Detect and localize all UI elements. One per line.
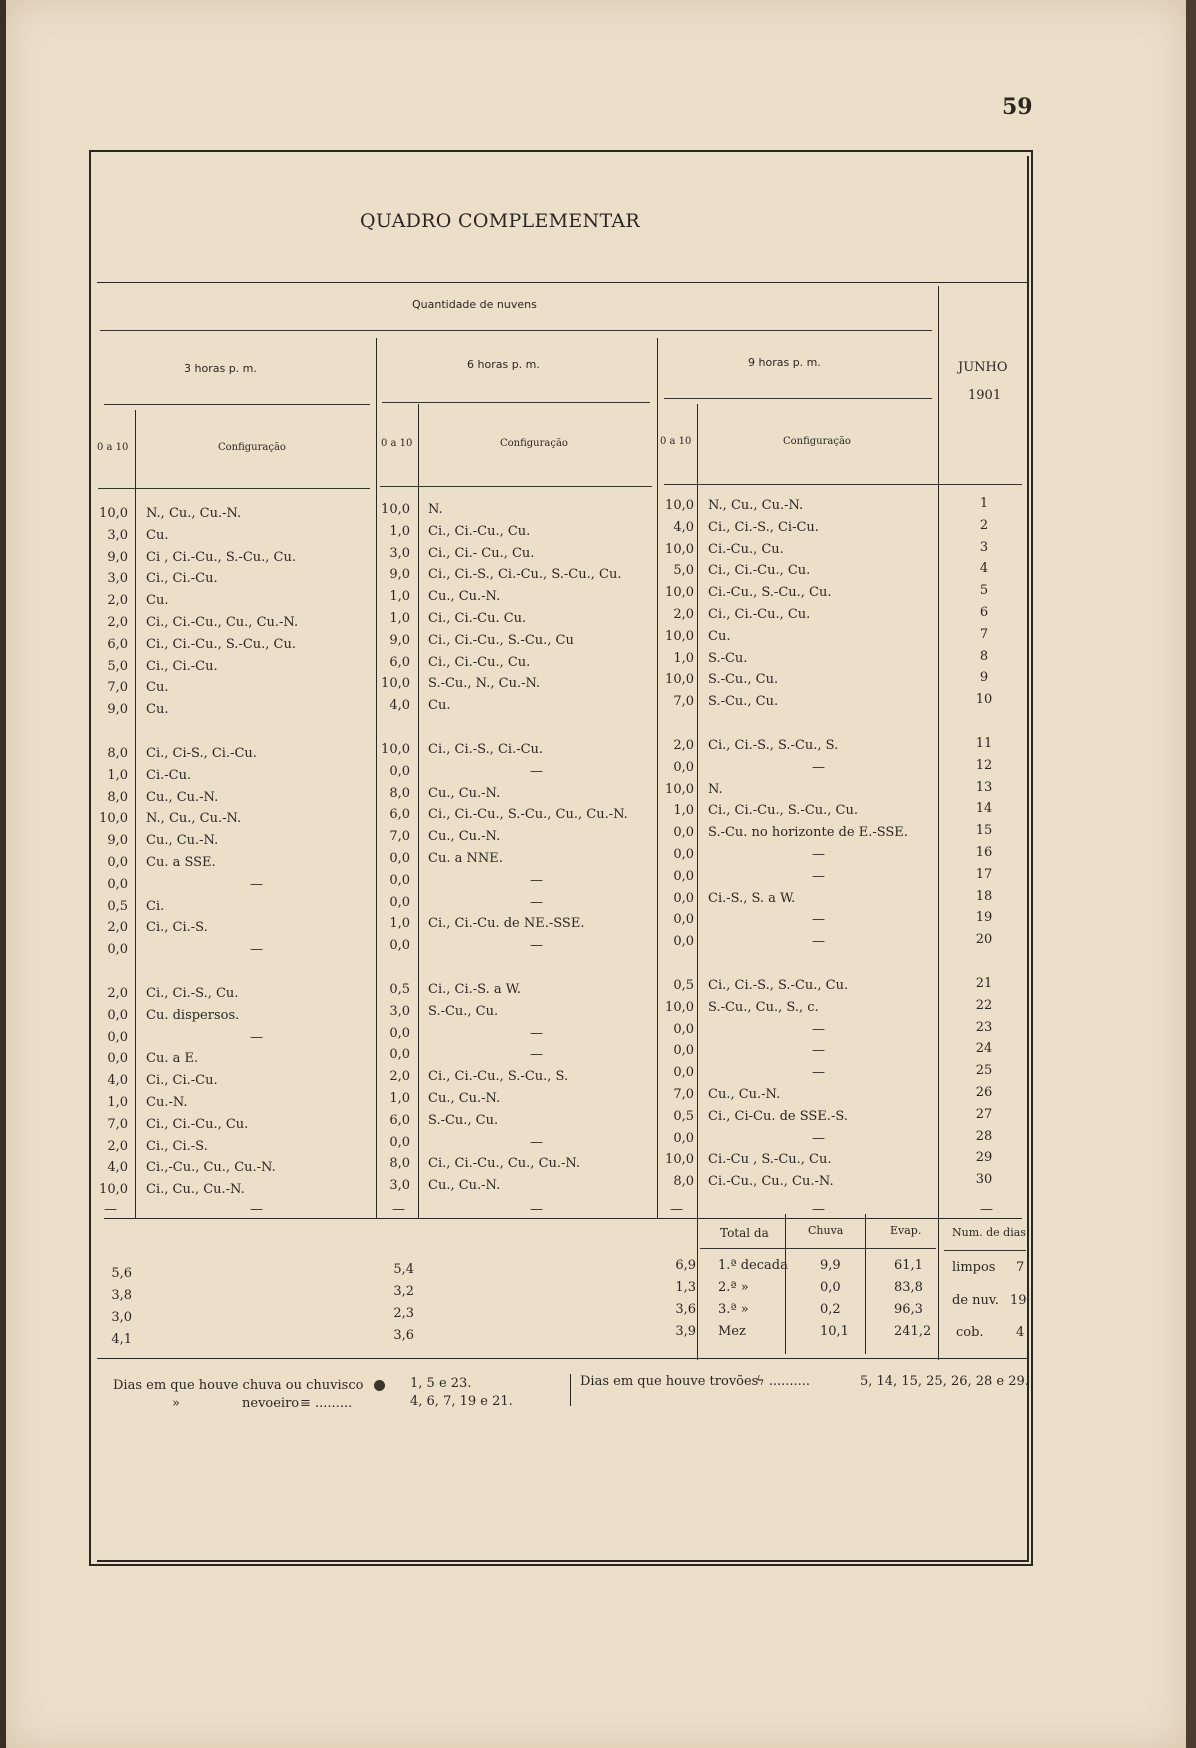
cloud-amount-9pm: 8,0 [673, 1174, 694, 1190]
time-header-9pm: 9 horas p. m. [748, 356, 821, 369]
cloud-amount-3pm: 1,0 [107, 767, 128, 783]
cloud-config-6pm: Ci., Ci.-Cu., Cu. [428, 654, 531, 670]
footer-separator [570, 1374, 571, 1406]
rain-dot-icon [374, 1380, 385, 1391]
cloud-config-6pm: — [530, 894, 543, 910]
cloud-amount-9pm: 0,5 [673, 978, 694, 993]
day-number: 28 [975, 1128, 993, 1144]
cloud-amount-9pm: 0,0 [673, 868, 694, 884]
summary-9pm: 1,3 [675, 1280, 696, 1295]
cloud-amount-6pm: 8,0 [389, 785, 410, 801]
cloud-config-9pm: Ci., Ci.-S., S.-Cu., S. [708, 738, 839, 753]
col-line-4 [657, 338, 658, 1218]
cloud-amount-3pm: 10,0 [99, 506, 128, 521]
cloud-config-3pm: Ci., Ci.-Cu. [146, 1073, 218, 1089]
cloud-config-3pm: Ci.-Cu. [146, 767, 192, 783]
day-number: 15 [975, 823, 993, 839]
config-header-a: Configuração [218, 442, 286, 453]
cloud-amount-6pm: 3,0 [389, 1178, 410, 1194]
summary-3pm: 5,6 [111, 1266, 132, 1281]
cloud-config-3pm: Ci.,-Cu., Cu., Cu.-N. [146, 1160, 276, 1176]
cloud-amount-3pm: 2,0 [107, 920, 128, 936]
cloud-config-6pm: — [530, 872, 543, 888]
scale-header-a: 0 a 10 [97, 442, 129, 453]
cloud-config-6pm: — [530, 1047, 543, 1063]
cloud-config-6pm: — [530, 1025, 543, 1041]
summary-period: Mez [718, 1324, 746, 1339]
footer-nevoeiro-label: nevoeiro [242, 1396, 300, 1411]
cloud-amount-3pm: 3,0 [107, 571, 128, 587]
cloud-amount-9pm: 0,0 [673, 847, 694, 862]
cloud-amount-3pm: 7,0 [107, 1116, 128, 1132]
month-header: JUNHO [958, 360, 1008, 375]
cloud-config-3pm: Ci. [146, 898, 165, 914]
cloud-config-3pm: Cu.-N. [146, 1095, 188, 1110]
cloud-config-9pm: S.-Cu., Cu., S., c. [708, 999, 819, 1015]
year-header: 1901 [968, 388, 1002, 403]
cloud-amount-6pm: 9,0 [389, 632, 410, 648]
cloud-amount-6pm: 4,0 [389, 698, 410, 714]
cloud-config-9pm: — [812, 868, 825, 884]
footer-chuva-days: 1, 5 e 23. [410, 1376, 472, 1391]
cloud-amount-9pm: 10,0 [665, 999, 694, 1015]
cloud-config-6pm: — [530, 938, 543, 954]
summary-divider [104, 1218, 1022, 1219]
cloud-amount-6pm: 0,0 [389, 894, 410, 910]
summary-3pm: 3,8 [111, 1288, 132, 1303]
cloud-config-9pm: Ci.-Cu., Cu., Cu.-N. [708, 1174, 834, 1190]
cloud-config-9pm: — [812, 934, 825, 950]
page-number: 59 [1002, 94, 1033, 120]
cloud-config-6pm: Ci., Ci.-Cu., S.-Cu., Cu., Cu.-N. [428, 807, 628, 823]
cloud-amount-3pm: 0,0 [107, 855, 128, 870]
page-right-edge [1186, 0, 1196, 1748]
cloud-config-9pm: Ci.-Cu , S.-Cu., Cu. [708, 1152, 832, 1168]
cloud-amount-3pm: 0,0 [107, 1051, 128, 1067]
dash-ac: — [250, 1202, 263, 1218]
day-number: 14 [975, 801, 993, 817]
day-number: 11 [975, 736, 993, 751]
summary-chuva: 0,2 [820, 1302, 841, 1317]
summary-chuva: 9,9 [820, 1258, 841, 1273]
num-dias-header: Num. de dias [952, 1226, 1026, 1239]
header-bottom-c [664, 484, 1022, 485]
total-header: Total da [720, 1226, 769, 1240]
lightning-icon: ϟ .......... [756, 1374, 811, 1389]
cloud-amount-9pm: 10,0 [665, 498, 694, 513]
num-dias-rule [944, 1250, 1026, 1251]
chuva-header: Chuva [808, 1224, 844, 1237]
cloud-config-6pm: S.-Cu., N., Cu.-N. [428, 676, 541, 692]
cloud-amount-6pm: 1,0 [389, 611, 410, 626]
time-divider-2 [382, 402, 650, 403]
day-number: 7 [979, 626, 989, 642]
cloud-amount-3pm: 9,0 [107, 833, 128, 849]
cloud-config-6pm: Cu. a NNE. [428, 851, 503, 866]
cloud-config-9pm: — [812, 847, 825, 862]
time-divider-3 [664, 398, 932, 399]
title-divider [97, 282, 1027, 283]
nuv-value: 19 [1010, 1293, 1027, 1308]
cloud-amount-3pm: 8,0 [107, 789, 128, 805]
header-bottom-a [98, 488, 370, 489]
dash-b: — [392, 1202, 405, 1218]
cloud-config-3pm: Cu. a E. [146, 1051, 199, 1067]
summary-period: 2.ª » [718, 1280, 749, 1295]
day-number: 13 [975, 779, 993, 795]
day-number: 20 [975, 932, 993, 948]
cloud-amount-9pm: 7,0 [673, 694, 694, 710]
day-number: 5 [979, 583, 989, 599]
limpos-label: limpos [952, 1260, 996, 1275]
time-divider-1 [104, 404, 370, 405]
day-number: 3 [979, 539, 989, 555]
summary-6pm: 5,4 [393, 1262, 414, 1277]
cloud-amount-3pm: 8,0 [107, 746, 128, 761]
cloud-amount-3pm: 7,0 [107, 680, 128, 696]
day-number: 8 [979, 648, 989, 664]
summary-evap: 241,2 [894, 1324, 932, 1339]
cloud-amount-3pm: 9,0 [107, 702, 128, 718]
footer-nevoeiro-days: 4, 6, 7, 19 e 21. [410, 1394, 513, 1409]
cloud-amount-6pm: 8,0 [389, 1156, 410, 1172]
day-number: 18 [975, 888, 993, 904]
day-number: 16 [975, 845, 993, 860]
day-number: 27 [975, 1106, 993, 1122]
cloud-amount-6pm: 6,0 [389, 654, 410, 670]
cloud-config-3pm: Ci., Ci.-Cu., Cu., Cu.-N. [146, 615, 299, 630]
cloud-amount-3pm: 2,0 [107, 986, 128, 1001]
fog-lines-icon: ≡ ......... [300, 1396, 353, 1411]
cloud-config-9pm: — [812, 1130, 825, 1146]
cloud-config-3pm: Ci., Ci.-S. [146, 920, 208, 936]
summary-3pm: 4,1 [111, 1332, 132, 1347]
day-number: 12 [975, 757, 993, 773]
cloud-config-6pm: Cu., Cu.-N. [428, 589, 501, 605]
cloud-amount-6pm: 6,0 [389, 807, 410, 823]
cloud-config-6pm: Cu., Cu.-N. [428, 829, 501, 845]
cloud-amount-3pm: 2,0 [107, 615, 128, 630]
cloud-config-9pm: — [812, 912, 825, 928]
cloud-amount-3pm: 6,0 [107, 636, 128, 652]
summary-evap: 61,1 [894, 1258, 923, 1273]
cloud-amount-6pm: 10,0 [381, 502, 410, 517]
summary-9pm: 6,9 [675, 1258, 696, 1273]
summary-6pm: 3,2 [393, 1284, 414, 1299]
cloud-config-9pm: S.-Cu. [708, 650, 748, 666]
dash-bc: — [530, 1202, 543, 1218]
cloud-config-3pm: Cu. [146, 680, 169, 696]
cloud-config-6pm: Ci., Ci.-Cu., S.-Cu., Cu [428, 632, 574, 648]
page-title: QUADRO COMPLEMENTAR [360, 210, 641, 232]
cloud-amount-9pm: 7,0 [673, 1087, 694, 1102]
cob-value: 4 [1016, 1325, 1025, 1340]
dash-c: — [670, 1202, 683, 1218]
cloud-config-9pm: N. [708, 781, 723, 797]
cloud-amount-6pm: 9,0 [389, 567, 410, 583]
cloud-amount-6pm: 7,0 [389, 829, 410, 845]
summary-evap: 83,8 [894, 1280, 923, 1295]
cloud-amount-6pm: 0,0 [389, 1134, 410, 1150]
cloud-amount-9pm: 0,0 [673, 934, 694, 950]
summary-chuva: 10,1 [820, 1324, 849, 1339]
day-number: 29 [975, 1150, 993, 1166]
cloud-config-3pm: N., Cu., Cu.-N. [146, 811, 242, 827]
cloud-amount-3pm: 10,0 [99, 1182, 128, 1198]
cloud-amount-3pm: 0,0 [107, 942, 128, 958]
cloud-amount-9pm: 1,0 [673, 650, 694, 666]
cloud-config-6pm: Cu. [428, 698, 451, 714]
cloud-config-3pm: Ci., Ci.-Cu. [146, 658, 218, 674]
summary-6pm: 2,3 [393, 1306, 414, 1321]
summary-6pm: 3,6 [393, 1328, 414, 1343]
cloud-amount-3pm: 2,0 [107, 593, 128, 609]
cloud-amount-9pm: 10,0 [665, 781, 694, 797]
cloud-config-3pm: Cu., Cu.-N. [146, 789, 219, 805]
cloud-config-3pm: — [250, 1029, 263, 1045]
cloud-config-6pm: Ci., Ci.-Cu. Cu. [428, 611, 527, 626]
cloud-config-9pm: Cu., Cu.-N. [708, 1087, 781, 1102]
day-number: 17 [975, 866, 993, 882]
cloud-amount-3pm: 9,0 [107, 549, 128, 565]
summary-9pm: 3,6 [675, 1302, 696, 1317]
cloud-amount-3pm: 0,0 [107, 1029, 128, 1045]
day-number: 10 [975, 692, 993, 708]
cloud-config-3pm: Cu. dispersos. [146, 1007, 240, 1023]
cloud-amount-3pm: 5,0 [107, 658, 128, 674]
col-line-6 [938, 286, 939, 1360]
cloud-amount-3pm: 3,0 [107, 527, 128, 543]
day-number: 30 [975, 1172, 993, 1188]
scale-header-c: 0 a 10 [660, 436, 692, 447]
cloud-amount-3pm: 4,0 [107, 1160, 128, 1176]
header-bottom-b [380, 486, 652, 487]
time-header-6pm: 6 horas p. m. [467, 358, 540, 371]
cloud-config-6pm: — [530, 1134, 543, 1150]
cloud-config-6pm: N. [428, 502, 443, 517]
cloud-config-9pm: Ci., Ci.-Cu., S.-Cu., Cu. [708, 803, 858, 819]
cloud-amount-6pm: 0,5 [389, 982, 410, 997]
cloud-amount-9pm: 10,0 [665, 541, 694, 557]
summary-chuva: 0,0 [820, 1280, 841, 1295]
col-line-5 [697, 404, 698, 1360]
cloud-config-6pm: Ci., Ci.-Cu., Cu. [428, 523, 531, 539]
cloud-amount-9pm: 0,0 [673, 890, 694, 906]
day-number: 23 [975, 1019, 993, 1035]
cloud-config-3pm: N., Cu., Cu.-N. [146, 506, 242, 521]
cloud-config-3pm: Ci , Ci.-Cu., S.-Cu., Cu. [146, 549, 296, 565]
day-number: 2 [979, 517, 989, 533]
cloud-config-6pm: — [530, 763, 543, 779]
day-number: 1 [979, 496, 989, 511]
dash-d: — [980, 1202, 993, 1218]
cloud-amount-6pm: 3,0 [389, 545, 410, 561]
cloud-amount-9pm: 0,0 [673, 1065, 694, 1081]
cob-label: cob. [956, 1325, 984, 1340]
cloud-config-3pm: — [250, 942, 263, 958]
cloud-config-6pm: Ci., Ci.-S. a W. [428, 982, 521, 997]
cloud-config-6pm: Cu., Cu.-N. [428, 785, 501, 801]
cloud-config-6pm: Ci., Ci.-S., Ci.-Cu. [428, 742, 544, 757]
nuv-label: de nuv. [952, 1293, 999, 1308]
cloud-config-9pm: S.-Cu. no horizonte de E.-SSE. [708, 825, 908, 841]
cloud-config-3pm: Cu. [146, 527, 169, 543]
cloud-amount-6pm: 1,0 [389, 523, 410, 539]
day-number: 25 [975, 1063, 993, 1079]
cloud-config-3pm: Ci., Cu., Cu.-N. [146, 1182, 245, 1198]
summary-period: 3.ª » [718, 1302, 749, 1317]
cloud-amount-6pm: 1,0 [389, 1091, 410, 1106]
cloud-config-6pm: Cu., Cu.-N. [428, 1178, 501, 1194]
col-line-1 [135, 410, 136, 1218]
day-number: 26 [975, 1085, 993, 1100]
clouds-group-header: Quantidade de nuvens [412, 298, 537, 311]
cloud-amount-6pm: 2,0 [389, 1069, 410, 1085]
group-divider [100, 330, 932, 331]
summary-col-line-1 [785, 1214, 786, 1354]
day-number: 22 [975, 997, 993, 1013]
cloud-config-3pm: Ci., Ci-S., Ci.-Cu. [146, 746, 257, 761]
footer-trovoes-days: 5, 14, 15, 25, 26, 28 e 29. [860, 1374, 1029, 1389]
cloud-amount-9pm: 4,0 [673, 519, 694, 535]
cloud-config-6pm: Ci., Ci.-Cu., S.-Cu., S. [428, 1069, 569, 1085]
cloud-config-9pm: Cu. [708, 628, 731, 644]
cloud-amount-6pm: 1,0 [389, 589, 410, 605]
cloud-config-3pm: Cu., Cu.-N. [146, 833, 219, 849]
cloud-amount-3pm: 2,0 [107, 1138, 128, 1154]
dash-a: — [104, 1202, 117, 1218]
cloud-config-3pm: Ci., Ci.-S. [146, 1138, 208, 1154]
day-number: 24 [975, 1041, 993, 1057]
day-number: 4 [979, 561, 989, 577]
cloud-amount-6pm: 6,0 [389, 1112, 410, 1128]
cloud-config-9pm: Ci., Ci-Cu. de SSE.-S. [708, 1108, 848, 1124]
cloud-config-9pm: S.-Cu., Cu. [708, 672, 779, 688]
summary-header-rule [700, 1248, 936, 1249]
day-number: 21 [975, 976, 993, 991]
cloud-amount-6pm: 0,0 [389, 851, 410, 866]
cloud-config-3pm: Ci., Ci.-S., Cu. [146, 986, 239, 1001]
summary-col-line-2 [865, 1214, 866, 1354]
summary-evap: 96,3 [894, 1302, 923, 1317]
footer-trovoes-label: Dias em que houve trovões [580, 1374, 759, 1389]
footer-divider [97, 1358, 1027, 1359]
cloud-amount-9pm: 2,0 [673, 607, 694, 622]
cloud-amount-6pm: 0,0 [389, 763, 410, 779]
cloud-amount-9pm: 0,0 [673, 825, 694, 841]
cloud-amount-3pm: 4,0 [107, 1073, 128, 1089]
cloud-config-3pm: Ci., Ci.-Cu. [146, 571, 218, 587]
cloud-config-9pm: Ci.-S., S. a W. [708, 890, 796, 906]
dash-cc: — [812, 1202, 825, 1218]
time-header-3pm: 3 horas p. m. [184, 362, 257, 375]
cloud-amount-6pm: 10,0 [381, 742, 410, 757]
cloud-amount-3pm: 10,0 [99, 811, 128, 827]
cloud-config-9pm: Ci., Ci.-S., Ci-Cu. [708, 519, 819, 535]
cloud-amount-9pm: 2,0 [673, 738, 694, 753]
cloud-amount-9pm: 0,0 [673, 1130, 694, 1146]
cloud-config-6pm: S.-Cu., Cu. [428, 1003, 499, 1019]
cloud-config-9pm: Ci., Ci.-Cu., Cu. [708, 563, 811, 579]
cloud-config-3pm: Cu. a SSE. [146, 855, 216, 870]
cloud-config-9pm: — [812, 1043, 825, 1059]
cloud-amount-3pm: 0,0 [107, 876, 128, 892]
cloud-config-9pm: — [812, 1021, 825, 1037]
cloud-amount-6pm: 0,0 [389, 938, 410, 954]
cloud-amount-3pm: 0,5 [107, 898, 128, 914]
cloud-config-3pm: Ci., Ci.-Cu., S.-Cu., Cu. [146, 636, 296, 652]
config-header-b: Configuração [500, 438, 568, 449]
cloud-amount-9pm: 10,0 [665, 672, 694, 688]
cloud-amount-9pm: 1,0 [673, 803, 694, 819]
summary-period: 1.ª decada [718, 1258, 788, 1273]
cloud-config-6pm: Ci., Ci.-Cu. de NE.-SSE. [428, 916, 585, 932]
cloud-amount-6pm: 0,0 [389, 872, 410, 888]
cloud-config-9pm: Ci., Ci.-S., S.-Cu., Cu. [708, 978, 849, 993]
day-number: 9 [979, 670, 989, 686]
cloud-config-9pm: Ci., Ci.-Cu., Cu. [708, 607, 811, 622]
cloud-config-9pm: Ci.-Cu., S.-Cu., Cu. [708, 585, 832, 601]
cloud-config-6pm: Cu., Cu.-N. [428, 1091, 501, 1106]
day-number: 6 [979, 605, 989, 620]
cloud-config-3pm: Ci., Ci.-Cu., Cu. [146, 1116, 249, 1132]
cloud-amount-6pm: 3,0 [389, 1003, 410, 1019]
cloud-config-6pm: Ci., Ci.-Cu., Cu., Cu.-N. [428, 1156, 581, 1172]
cloud-config-6pm: Ci., Ci.-S., Ci.-Cu., S.-Cu., Cu. [428, 567, 622, 583]
limpos-value: 7 [1016, 1260, 1025, 1275]
footer-chuva-label: Dias em que houve chuva ou chuvisco [113, 1378, 364, 1393]
cloud-amount-9pm: 0,0 [673, 1021, 694, 1037]
evap-header: Evap. [890, 1224, 922, 1237]
cloud-config-3pm: — [250, 876, 263, 892]
cloud-amount-6pm: 0,0 [389, 1047, 410, 1063]
summary-3pm: 3,0 [111, 1310, 132, 1325]
config-header-c: Configuração [783, 436, 851, 447]
cloud-config-9pm: N., Cu., Cu.-N. [708, 498, 804, 513]
cloud-config-3pm: Cu. [146, 593, 169, 609]
cloud-amount-9pm: 0,0 [673, 1043, 694, 1059]
footer-nevoeiro-prefix: » [172, 1396, 180, 1411]
cloud-amount-3pm: 1,0 [107, 1095, 128, 1110]
cloud-config-6pm: Ci., Ci.- Cu., Cu. [428, 545, 535, 561]
day-number: 19 [975, 910, 993, 926]
cloud-config-6pm: S.-Cu., Cu. [428, 1112, 499, 1128]
cloud-amount-9pm: 5,0 [673, 563, 694, 579]
cloud-amount-9pm: 10,0 [665, 628, 694, 644]
cloud-amount-6pm: 1,0 [389, 916, 410, 932]
summary-9pm: 3,9 [675, 1324, 696, 1339]
col-line-3 [418, 404, 419, 1218]
cloud-config-9pm: — [812, 759, 825, 775]
cloud-amount-6pm: 0,0 [389, 1025, 410, 1041]
scale-header-b: 0 a 10 [381, 438, 413, 449]
cloud-config-9pm: S.-Cu., Cu. [708, 694, 779, 710]
cloud-amount-9pm: 0,0 [673, 759, 694, 775]
cloud-config-3pm: Cu. [146, 702, 169, 718]
cloud-amount-9pm: 0,0 [673, 912, 694, 928]
cloud-amount-9pm: 10,0 [665, 1152, 694, 1168]
cloud-amount-3pm: 0,0 [107, 1007, 128, 1023]
cloud-amount-9pm: 10,0 [665, 585, 694, 601]
cloud-amount-6pm: 10,0 [381, 676, 410, 692]
cloud-config-9pm: — [812, 1065, 825, 1081]
cloud-config-9pm: Ci.-Cu., Cu. [708, 541, 784, 557]
cloud-amount-9pm: 0,5 [673, 1108, 694, 1124]
